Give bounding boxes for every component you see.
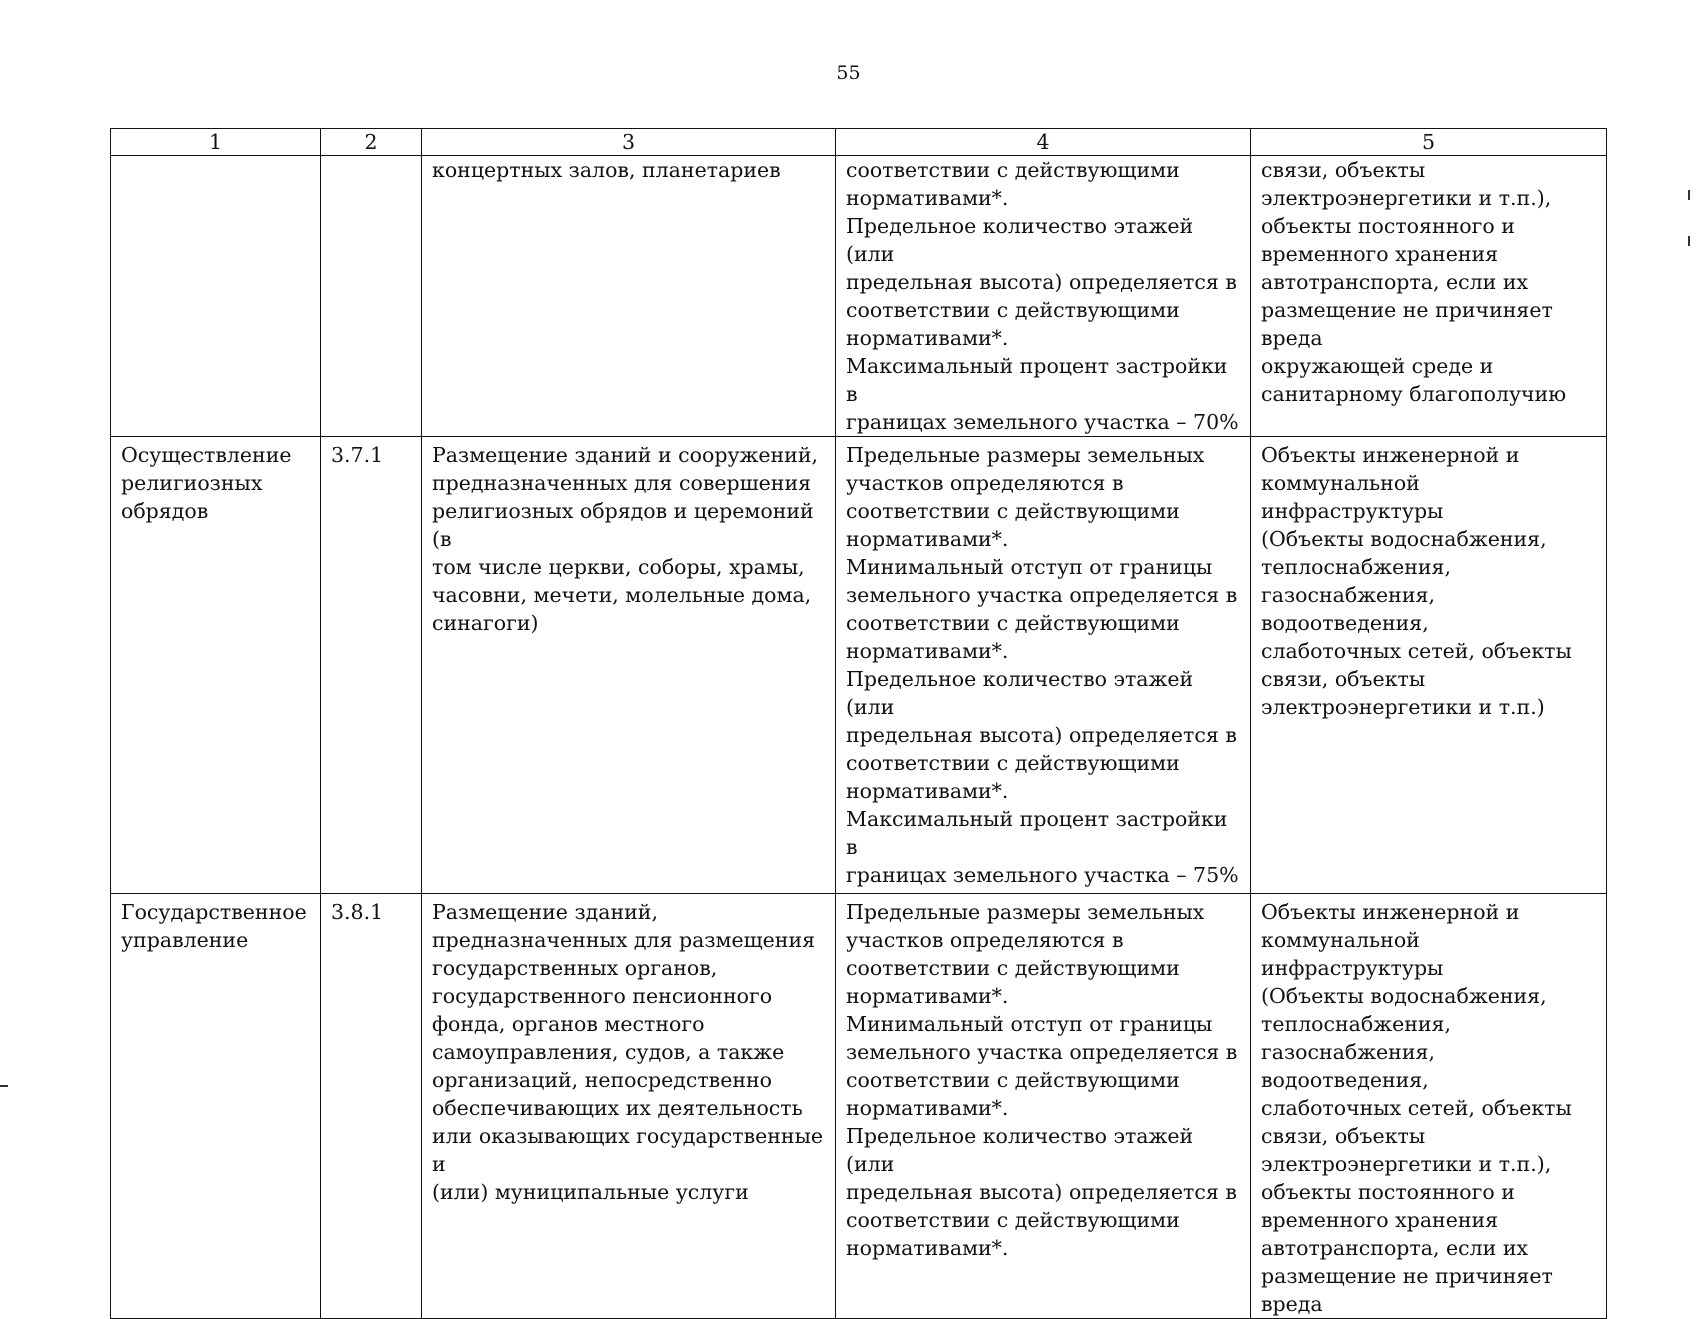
code-cell: 3.8.1 — [321, 894, 422, 1319]
land-use-table — [110, 128, 1607, 1319]
parameters-cell: Предельные размеры земельных участков определяются в соответствии с действующими нормативами*. Минимальный отступ от границы земельного участка определяется в соответствии с действующими нормативами*. Предельное количество этажей (или предельная высота) определяется в соответствии с действующими нормативами*. — [836, 894, 1251, 1319]
column-header: 2 — [321, 129, 422, 156]
auxiliary-uses-cell: связи, объекты электроэнергетики и т.п.), объекты постоянного и временного хранения автотранспорта, если их размещение не причиняет вреда окружающей среде и санитарному благополучию — [1251, 156, 1607, 437]
table-row — [111, 894, 1607, 1319]
use-type-cell: Государственное управление — [111, 894, 321, 1319]
use-type-cell: Осуществление религиозных обрядов — [111, 437, 321, 894]
auxiliary-uses-cell: Объекты инженерной и коммунальной инфраструктуры (Объекты водоснабжения, теплоснабжения, газоснабжения, водоотведения, слаботочных сетей, объекты связи, объекты электроэнергетики и т.п.) — [1251, 437, 1607, 894]
description-cell: Размещение зданий и сооружений, предназначенных для совершения религиозных обрядов и церемоний (в том числе церкви, соборы, храмы, часовни, мечети, молельные дома, синагоги) — [422, 437, 836, 894]
scan-margin-mark — [1688, 190, 1690, 200]
page-number: 55 — [836, 62, 861, 84]
description-cell: Размещение зданий, предназначенных для размещения государственных органов, государственного пенсионного фонда, органов местного самоуправления, судов, а также организаций, непосредственно обеспечивающих их деятельность или оказывающих государственные и (или) муниципальные услуги — [422, 894, 836, 1319]
code-cell: 3.7.1 — [321, 437, 422, 894]
code-cell — [321, 156, 422, 437]
auxiliary-uses-cell: Объекты инженерной и коммунальной инфраструктуры (Объекты водоснабжения, теплоснабжения, газоснабжения, водоотведения, слаботочных сетей, объекты связи, объекты электроэнергетики и т.п.), объекты постоянного и временного хранения автотранспорта, если их размещение не причиняет вреда — [1251, 894, 1607, 1319]
parameters-cell: соответствии с действующими нормативами*. Предельное количество этажей (или предельная высота) определяется в соответствии с действующими нормативами*. Максимальный процент застройки в границах земельного участка – 70% — [836, 156, 1251, 437]
table-row — [111, 156, 1607, 437]
column-header: 5 — [1251, 129, 1607, 156]
table-row — [111, 437, 1607, 894]
column-header: 3 — [422, 129, 836, 156]
scan-margin-mark — [1688, 236, 1690, 246]
column-header: 4 — [836, 129, 1251, 156]
description-cell: концертных залов, планетариев — [422, 156, 836, 437]
column-header: 1 — [111, 129, 321, 156]
scan-margin-mark — [0, 1085, 8, 1087]
parameters-cell: Предельные размеры земельных участков определяются в соответствии с действующими нормативами*. Минимальный отступ от границы земельного участка определяется в соответствии с действующими нормативами*. Предельное количество этажей (или предельная высота) определяется в соответствии с действующими нормативами*. Максимальный процент застройки в границах земельного участка – 75% — [836, 437, 1251, 894]
table-header-row — [111, 129, 1607, 156]
use-type-cell — [111, 156, 321, 437]
